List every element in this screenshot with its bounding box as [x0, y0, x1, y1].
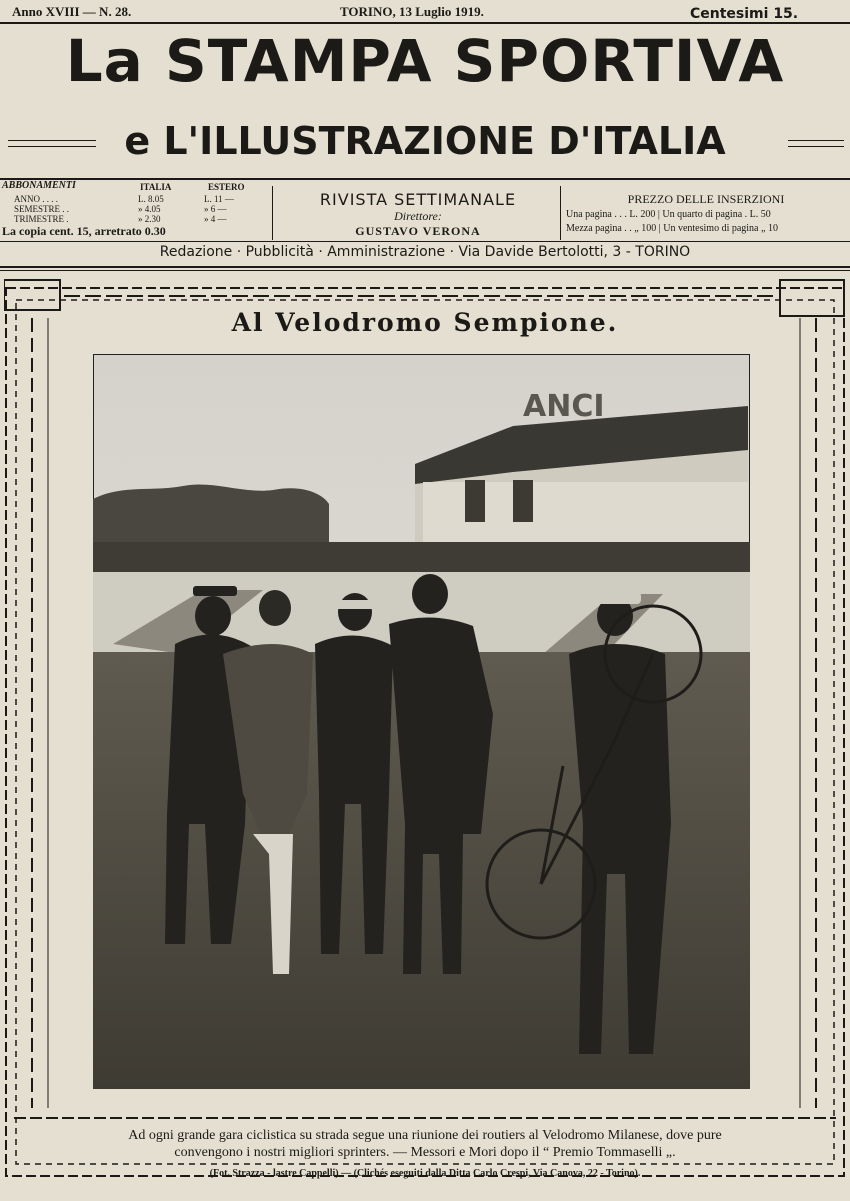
director-label: Direttore:: [394, 209, 442, 223]
col-estero: ESTERO: [208, 182, 245, 192]
ad-rates-row: Mezza pagina . . „ 100 | Un ventesimo di pagina „ 10: [566, 223, 778, 234]
weekly-box: [280, 190, 556, 239]
row-label: SEMESTRE . .: [14, 204, 70, 214]
row-estero: » 4 —: [204, 214, 227, 224]
header-bottom-rule: [0, 266, 850, 268]
caption-line-1: Ad ogni grande gara ciclistica su strada segue una riunione dei routiers al Velodromo Milanese, dove pure: [128, 1128, 722, 1143]
row-italia: » 4.05: [138, 204, 161, 214]
col-italia: ITALIA: [140, 182, 172, 192]
row-estero: » 6 —: [204, 204, 227, 214]
column-divider-right: [560, 186, 561, 240]
copy-price: La copia cent. 15, arretrato 0.30: [2, 224, 166, 238]
column-divider-left: [272, 186, 273, 240]
photo-caption: [20, 1127, 830, 1161]
row-label: TRIMESTRE .: [14, 214, 69, 224]
ad-rates-row: Una pagina . . . L. 200 | Un quarto di pagina . L. 50: [566, 209, 771, 220]
row-italia: L. 8.05: [138, 194, 164, 204]
row-estero: L. 11 —: [204, 194, 234, 204]
caption-line-2: convengono i nostri migliori sprinters. — Messori e Mori dopo il “ Premio Tommaselli „.: [174, 1145, 676, 1160]
cyclists-photo: [93, 354, 750, 1089]
info-divider: [0, 241, 850, 242]
ad-rates-box: [566, 192, 846, 236]
issue-number: Anno XVIII — N. 28.: [12, 4, 132, 19]
header-bottom-rule2: [0, 270, 850, 271]
article-title: Al Velodromo Sempione.: [231, 308, 619, 337]
issue-date: TORINO, 13 Luglio 1919.: [340, 4, 484, 19]
editorial-address: Redazione · Pubblicità · Amministrazione · Via Davide Bertolotti, 3 - TORINO: [159, 244, 691, 260]
issue-price: Centesimi 15.: [690, 6, 799, 22]
top-divider: [0, 22, 850, 24]
row-italia: » 2.30: [138, 214, 161, 224]
ad-rates-heading: PREZZO DELLE INSERZIONI: [627, 192, 785, 206]
photo-credit: (Fot. Strazza - lastre Cappelli) — (Clichés eseguiti dalla Ditta Carlo Crespi, Via Canova, 22 - Torino).: [209, 1168, 641, 1179]
masthead-subtitle: e L'ILLUSTRAZIONE D'ITALIA: [124, 119, 726, 163]
subscription-box: [2, 180, 270, 244]
subscription-heading: ABBONAMENTI: [2, 180, 76, 191]
issue-line: [0, 2, 850, 22]
row-label: ANNO . . . .: [14, 194, 58, 204]
photo-sign: ANCI: [523, 389, 605, 424]
weekly-title: RIVISTA SETTIMANALE: [319, 190, 517, 209]
director-name: GUSTAVO VERONA: [355, 224, 481, 238]
masthead-title: La STAMPA SPORTIVA: [65, 27, 785, 95]
